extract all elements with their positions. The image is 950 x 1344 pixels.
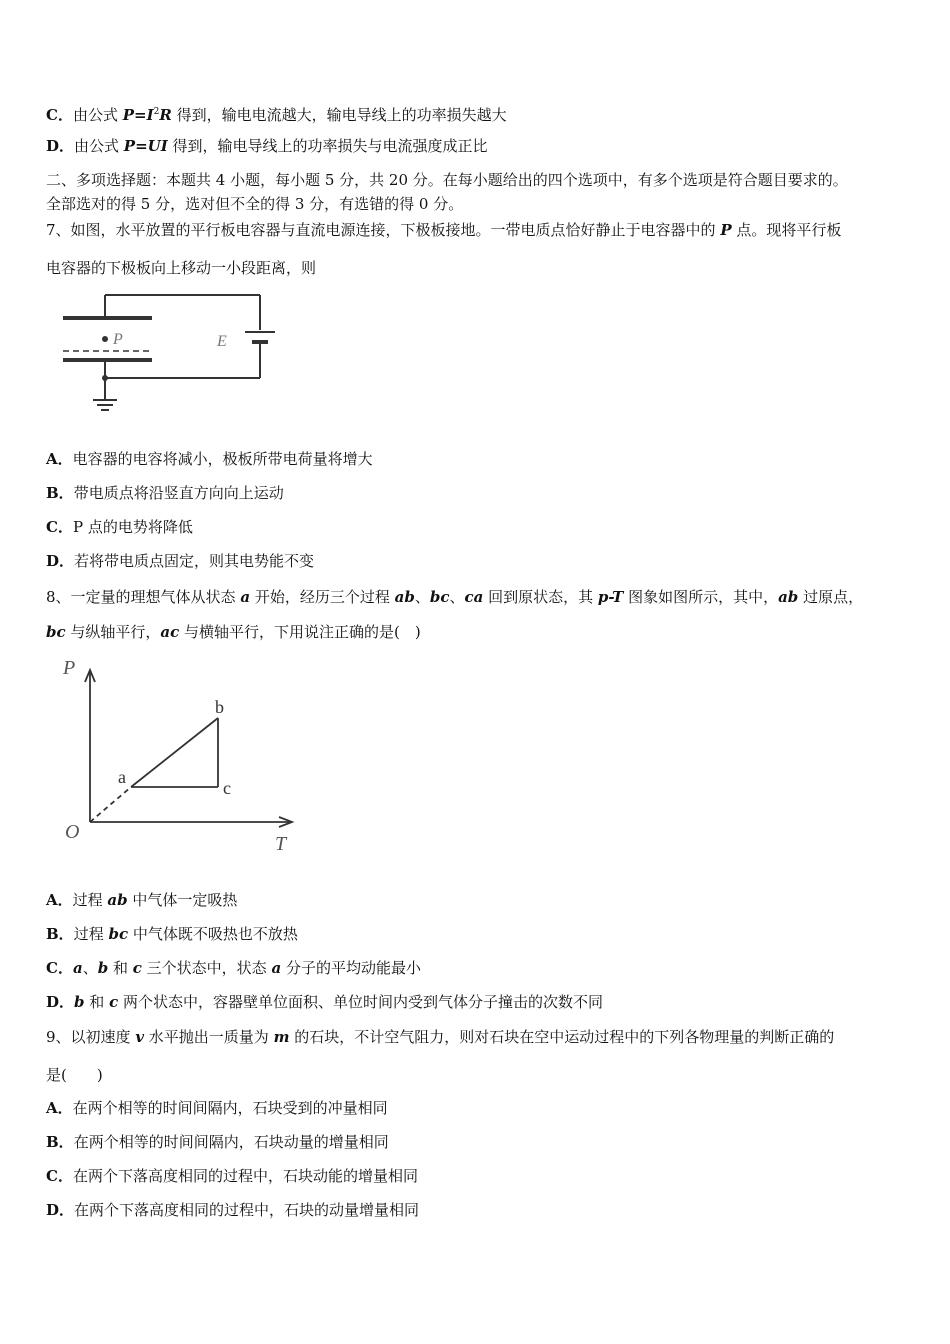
var: ca [464,588,484,606]
text: 与横轴平行，下用说注正确的是( ) [179,623,421,641]
var: b [97,959,109,977]
var: c [109,993,119,1011]
option-text: 在两个下落高度相同的过程中，石块动能的增量相同 [72,1167,418,1185]
text: 回到原状态，其 [483,588,598,606]
text: 、 [414,588,430,606]
section-heading: 二、多项选择题：本题共 4 小题，每小题 5 分，共 20 分。在每小题给出的四个选项中，有多个选项是符合题目要求的。 [46,171,848,189]
option-key: D． [46,137,75,155]
option-key: A． [46,1099,73,1117]
text: 中气体一定吸热 [127,891,238,909]
q9-option-b[interactable] [46,1132,389,1152]
formula: P=I [122,106,154,124]
text: 中气体既不吸热也不放热 [128,925,298,943]
var: ab [778,588,799,606]
text: 得到，输电导线上的功率损失与电流强度成正比 [167,137,488,155]
text: 8、一定量的理想气体从状态 [46,588,241,606]
text: 得到，输电电流越大，输电导线上的功率损失越大 [171,106,507,124]
q7-stem [46,220,841,240]
q9-option-a[interactable] [46,1098,388,1118]
var: p-T [597,588,624,606]
text: 与纵轴平行， [65,623,161,641]
text: 分子的平均动能最小 [281,959,421,977]
option-text: 若将带电质点固定，则其电势能不变 [74,552,315,570]
text: 三个状态中，状态 [141,959,272,977]
q9-option-d[interactable] [46,1200,419,1220]
var: b [74,993,85,1011]
option-key: C． [46,1167,73,1185]
var: bc [108,925,129,943]
q9-stem-cont: 是( ) [46,1066,103,1084]
source-label: E [217,333,227,350]
q7-option-b[interactable] [46,483,284,503]
q8-option-b[interactable] [46,924,298,944]
text: 过程 [72,891,108,909]
text: 两个状态中，容器壁单位面积、单位时间内受到气体分子撞击的次数不同 [118,993,603,1011]
option-text: 带电质点将沿竖直方向向上运动 [73,484,284,502]
option-key: C． [46,518,73,536]
var: bc [429,588,450,606]
text: 和 [108,959,133,977]
var: ac [160,623,180,641]
text: 由公式 [72,106,123,124]
q8-option-c[interactable] [46,958,421,978]
formula: R [159,106,172,124]
text: 过原点， [798,588,864,606]
var: m [273,1028,290,1046]
text: 和 [84,993,110,1011]
section-note: 全部选对的得 5 分，选对但不全的得 3 分，有选错的得 0 分。 [46,195,464,213]
x-axis-label: T [275,833,287,855]
option-text: 在两个下落高度相同的过程中，石块的动量增量相同 [74,1201,420,1219]
junction-dot [102,375,108,381]
formula: P=UI [123,137,168,155]
var: a [271,959,282,977]
text: 点。现将平行板 [731,221,842,239]
point-c-label: c [223,778,231,798]
point-a-label: a [118,767,126,787]
point-b-label: b [215,697,224,717]
text: 水平抛出一质量为 [144,1028,274,1046]
option-key: A． [46,450,73,468]
q7-stem-cont: 电容器的下极板向上移动一小段距离，则 [46,259,317,277]
var: v [135,1028,145,1046]
text: 图象如图所示，其中， [623,588,779,606]
superscript: 2 [153,107,160,117]
option-key: B． [46,484,74,502]
origin-label: O [65,821,80,843]
var: a [240,588,251,606]
text: 由公式 [74,137,124,155]
option-key: D． [46,1201,75,1219]
p-t-graph-figure [55,650,305,860]
var: bc [46,623,66,641]
q7-option-d[interactable] [46,551,314,571]
q7-option-c[interactable] [46,517,193,537]
q9-option-c[interactable] [46,1166,418,1186]
q8-stem-cont [46,622,421,642]
option-text: 在两个相等的时间间隔内，石块动量的增量相同 [73,1133,389,1151]
option-key: D． [46,552,75,570]
option-key: C． [46,106,73,124]
option-key: B． [46,1133,74,1151]
text: 、 [449,588,465,606]
var: a [72,959,83,977]
q9-stem [46,1027,834,1047]
q8-stem [46,587,863,607]
var: ab [107,891,128,909]
option-key: B． [46,925,74,943]
var: ab [394,588,415,606]
text: 的石块，不计空气阻力，则对石块在空中运动过程中的下列各物理量的判断正确的 [289,1028,835,1046]
q8-option-d[interactable] [46,992,603,1012]
option-key: A． [46,891,73,909]
text: 7、如图，水平放置的平行板电容器与直流电源连接，下极板接地。一带电质点恰好静止于电容器中的 [46,221,721,239]
capacitor-circuit-figure [55,288,285,418]
option-c-prev [46,102,507,125]
y-axis-label: P [63,657,76,679]
text: 过程 [73,925,109,943]
option-text: 电容器的电容将减小，极板所带电荷量将增大 [72,450,373,468]
q7-option-a[interactable] [46,449,373,469]
option-key: D． [46,993,75,1011]
var: c [132,959,142,977]
option-key: C． [46,959,73,977]
particle-dot [102,336,108,342]
option-d-prev [46,136,488,156]
var: P [720,221,732,239]
option-text: P 点的电势将降低 [72,518,193,536]
point-label: P [113,331,123,348]
text: 9、以初速度 [46,1028,136,1046]
text: 开始，经历三个过程 [250,588,395,606]
text: 、 [82,959,98,977]
q8-option-a[interactable] [46,890,237,910]
option-text: 在两个相等的时间间隔内，石块受到的冲量相同 [72,1099,388,1117]
